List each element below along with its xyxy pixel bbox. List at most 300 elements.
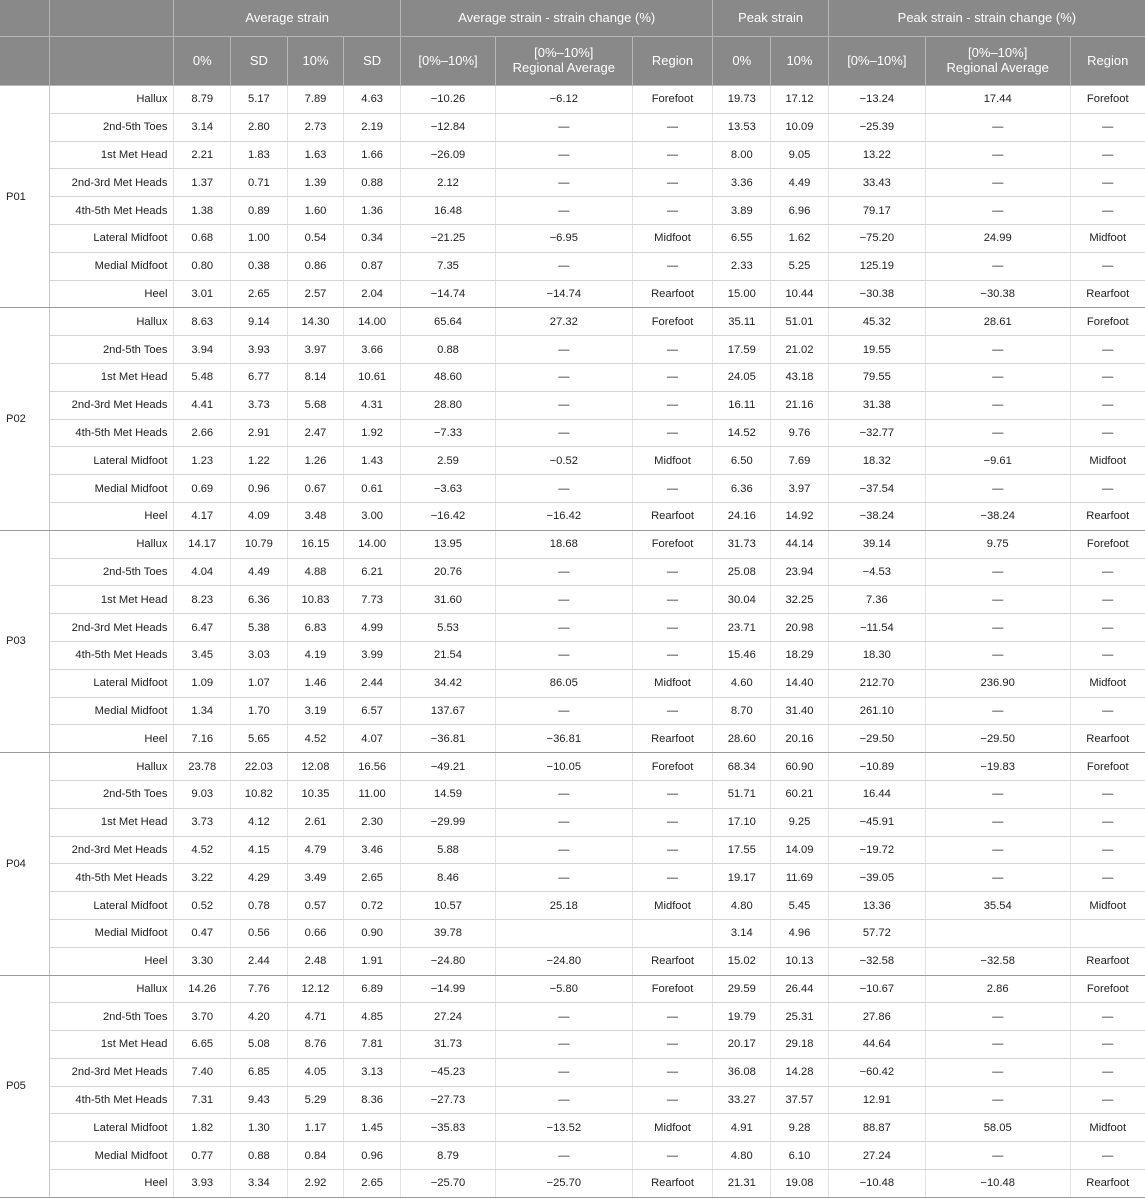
avg-regional-change-cell: — — [496, 614, 633, 642]
avg-10pct-cell: 2.47 — [287, 419, 344, 447]
avg-region-cell: — — [632, 1003, 713, 1031]
peak-change-cell: −60.42 — [828, 1058, 925, 1086]
avg-sd-10pct-cell: 2.30 — [344, 808, 401, 836]
avg-sd-10pct-cell: 10.61 — [344, 363, 401, 391]
foot-location-cell: Medial Midfoot — [50, 475, 174, 503]
avg-change-cell: 31.73 — [400, 1031, 495, 1059]
peak-regional-change-cell: −19.83 — [925, 753, 1070, 781]
avg-10pct-cell: 3.97 — [287, 336, 344, 364]
peak-0pct-cell: 24.05 — [713, 363, 771, 391]
peak-region-cell: — — [1070, 864, 1145, 892]
peak-10pct-cell: 25.31 — [771, 1003, 829, 1031]
avg-region-cell: — — [632, 141, 713, 169]
avg-0pct-cell: 3.73 — [174, 808, 231, 836]
foot-location-cell: Medial Midfoot — [50, 1142, 174, 1170]
avg-sd-10pct-cell: 6.21 — [344, 558, 401, 586]
peak-regional-change-cell: −38.24 — [925, 502, 1070, 530]
avg-10pct-cell: 3.19 — [287, 697, 344, 725]
avg-sd-10pct-cell: 11.00 — [344, 780, 401, 808]
header-avg-0pct: 0% — [174, 37, 231, 86]
peak-10pct-cell: 21.16 — [771, 391, 829, 419]
peak-regional-change-cell: — — [925, 1031, 1070, 1059]
avg-sd-10pct-cell: 16.56 — [344, 753, 401, 781]
avg-sd-0pct-cell: 9.14 — [231, 308, 288, 336]
peak-region-cell: Midfoot — [1070, 1114, 1145, 1142]
avg-regional-change-cell: 18.68 — [496, 530, 633, 558]
avg-0pct-cell: 1.82 — [174, 1114, 231, 1142]
avg-10pct-cell: 1.17 — [287, 1114, 344, 1142]
avg-region-cell: — — [632, 1058, 713, 1086]
avg-0pct-cell: 3.14 — [174, 113, 231, 141]
avg-regional-change-cell: — — [496, 558, 633, 586]
peak-0pct-cell: 28.60 — [713, 725, 771, 753]
peak-region-cell: — — [1070, 808, 1145, 836]
avg-regional-change-cell: — — [496, 1142, 633, 1170]
avg-sd-0pct-cell: 2.44 — [231, 947, 288, 975]
table-row — [0, 475, 1145, 503]
avg-sd-0pct-cell: 1.30 — [231, 1114, 288, 1142]
peak-10pct-cell: 14.40 — [771, 669, 829, 697]
header-blank-participant — [0, 0, 50, 37]
avg-sd-10pct-cell: 1.36 — [344, 197, 401, 225]
peak-change-cell: 88.87 — [828, 1114, 925, 1142]
peak-region-cell: — — [1070, 558, 1145, 586]
avg-change-cell: 31.60 — [400, 586, 495, 614]
avg-change-cell: 65.64 — [400, 308, 495, 336]
avg-0pct-cell: 2.21 — [174, 141, 231, 169]
peak-regional-change-cell: — — [925, 197, 1070, 225]
header-avg-sd-0pct: SD — [231, 37, 288, 86]
avg-0pct-cell: 8.79 — [174, 86, 231, 114]
peak-change-cell: 19.55 — [828, 336, 925, 364]
table-body — [0, 86, 1145, 1198]
avg-change-cell: −3.63 — [400, 475, 495, 503]
peak-10pct-cell: 7.69 — [771, 447, 829, 475]
avg-change-cell: 21.54 — [400, 641, 495, 669]
avg-regional-change-cell: — — [496, 864, 633, 892]
avg-regional-change-cell: — — [496, 391, 633, 419]
avg-0pct-cell: 6.47 — [174, 614, 231, 642]
avg-sd-10pct-cell: 1.43 — [344, 447, 401, 475]
avg-sd-10pct-cell: 2.44 — [344, 669, 401, 697]
avg-0pct-cell: 4.41 — [174, 391, 231, 419]
peak-0pct-cell: 4.91 — [713, 1114, 771, 1142]
table-row — [0, 1170, 1145, 1198]
avg-regional-change-cell: −36.81 — [496, 725, 633, 753]
peak-10pct-cell: 10.09 — [771, 113, 829, 141]
peak-0pct-cell: 15.46 — [713, 641, 771, 669]
avg-0pct-cell: 1.34 — [174, 697, 231, 725]
avg-10pct-cell: 4.79 — [287, 836, 344, 864]
avg-regional-change-cell: 27.32 — [496, 308, 633, 336]
avg-change-cell: 7.35 — [400, 252, 495, 280]
avg-region-cell: — — [632, 169, 713, 197]
avg-sd-0pct-cell: 0.56 — [231, 919, 288, 947]
avg-regional-change-cell: — — [496, 197, 633, 225]
avg-change-cell: −14.74 — [400, 280, 495, 308]
peak-0pct-cell: 6.55 — [713, 224, 771, 252]
peak-region-cell: Forefoot — [1070, 753, 1145, 781]
avg-sd-0pct-cell: 1.70 — [231, 697, 288, 725]
avg-0pct-cell: 3.01 — [174, 280, 231, 308]
avg-sd-10pct-cell: 7.73 — [344, 586, 401, 614]
avg-sd-0pct-cell: 0.38 — [231, 252, 288, 280]
avg-region-cell: Rearfoot — [632, 1170, 713, 1198]
avg-10pct-cell: 1.63 — [287, 141, 344, 169]
header-avg-regional-subtitle: Regional Average — [512, 60, 615, 75]
foot-location-cell: 4th-5th Met Heads — [50, 1086, 174, 1114]
peak-10pct-cell: 20.16 — [771, 725, 829, 753]
avg-sd-0pct-cell: 4.20 — [231, 1003, 288, 1031]
peak-region-cell: — — [1070, 1142, 1145, 1170]
peak-regional-change-cell: 28.61 — [925, 308, 1070, 336]
avg-10pct-cell: 0.54 — [287, 224, 344, 252]
peak-regional-change-cell: — — [925, 475, 1070, 503]
avg-10pct-cell: 7.89 — [287, 86, 344, 114]
foot-location-cell: Heel — [50, 725, 174, 753]
peak-10pct-cell: 60.90 — [771, 753, 829, 781]
peak-change-cell: −11.54 — [828, 614, 925, 642]
peak-regional-change-cell: — — [925, 641, 1070, 669]
peak-0pct-cell: 4.60 — [713, 669, 771, 697]
avg-10pct-cell: 0.86 — [287, 252, 344, 280]
avg-regional-change-cell: — — [496, 1058, 633, 1086]
avg-sd-0pct-cell: 5.17 — [231, 86, 288, 114]
avg-regional-change-cell: −14.74 — [496, 280, 633, 308]
peak-change-cell: −37.54 — [828, 475, 925, 503]
avg-sd-0pct-cell: 4.12 — [231, 808, 288, 836]
avg-0pct-cell: 7.31 — [174, 1086, 231, 1114]
peak-regional-change-cell: — — [925, 141, 1070, 169]
table-row — [0, 892, 1145, 920]
peak-regional-change-cell: — — [925, 808, 1070, 836]
peak-regional-change-cell: — — [925, 113, 1070, 141]
avg-10pct-cell: 8.76 — [287, 1031, 344, 1059]
avg-10pct-cell: 4.52 — [287, 725, 344, 753]
foot-location-cell: Medial Midfoot — [50, 252, 174, 280]
header-avg-change: [0%–10%] — [400, 37, 495, 86]
avg-sd-0pct-cell: 3.93 — [231, 336, 288, 364]
avg-region-cell: — — [632, 836, 713, 864]
avg-0pct-cell: 4.17 — [174, 502, 231, 530]
header-group-average-strain: Average strain — [174, 0, 401, 37]
avg-0pct-cell: 2.66 — [174, 419, 231, 447]
participant-label: P02 — [0, 308, 50, 530]
avg-sd-0pct-cell: 4.15 — [231, 836, 288, 864]
avg-change-cell: 39.78 — [400, 919, 495, 947]
peak-region-cell: — — [1070, 252, 1145, 280]
table-row — [0, 252, 1145, 280]
avg-0pct-cell: 0.47 — [174, 919, 231, 947]
foot-location-cell: Lateral Midfoot — [50, 669, 174, 697]
avg-regional-change-cell: — — [496, 1003, 633, 1031]
avg-sd-10pct-cell: 14.00 — [344, 308, 401, 336]
foot-location-cell: Hallux — [50, 975, 174, 1003]
peak-10pct-cell: 20.98 — [771, 614, 829, 642]
peak-0pct-cell: 19.73 — [713, 86, 771, 114]
avg-10pct-cell: 4.71 — [287, 1003, 344, 1031]
table-row — [0, 308, 1145, 336]
avg-region-cell: Rearfoot — [632, 280, 713, 308]
foot-location-cell: 2nd-3rd Met Heads — [50, 614, 174, 642]
peak-10pct-cell: 10.13 — [771, 947, 829, 975]
avg-sd-0pct-cell: 6.36 — [231, 586, 288, 614]
peak-regional-change-cell: −32.58 — [925, 947, 1070, 975]
peak-regional-change-cell: −10.48 — [925, 1170, 1070, 1198]
avg-sd-0pct-cell: 4.49 — [231, 558, 288, 586]
avg-change-cell: 0.88 — [400, 336, 495, 364]
avg-change-cell: −10.26 — [400, 86, 495, 114]
avg-change-cell: −36.81 — [400, 725, 495, 753]
participant-label: P05 — [0, 975, 50, 1197]
avg-0pct-cell: 14.17 — [174, 530, 231, 558]
avg-change-cell: −16.42 — [400, 502, 495, 530]
table-row — [0, 141, 1145, 169]
table-row — [0, 169, 1145, 197]
avg-region-cell: — — [632, 336, 713, 364]
foot-location-cell: 4th-5th Met Heads — [50, 641, 174, 669]
table-row — [0, 86, 1145, 114]
avg-region-cell: — — [632, 1142, 713, 1170]
table-row — [0, 1031, 1145, 1059]
avg-regional-change-cell: −0.52 — [496, 447, 633, 475]
foot-location-cell: Heel — [50, 280, 174, 308]
avg-regional-change-cell: 25.18 — [496, 892, 633, 920]
avg-sd-0pct-cell: 7.76 — [231, 975, 288, 1003]
peak-10pct-cell: 9.05 — [771, 141, 829, 169]
avg-sd-10pct-cell: 3.46 — [344, 836, 401, 864]
avg-10pct-cell: 3.49 — [287, 864, 344, 892]
avg-sd-10pct-cell: 0.88 — [344, 169, 401, 197]
table-row — [0, 1003, 1145, 1031]
foot-location-cell: 2nd-5th Toes — [50, 1003, 174, 1031]
avg-change-cell: −12.84 — [400, 113, 495, 141]
peak-change-cell: 18.30 — [828, 641, 925, 669]
avg-sd-10pct-cell: 0.96 — [344, 1142, 401, 1170]
avg-sd-10pct-cell: 14.00 — [344, 530, 401, 558]
avg-change-cell: 16.48 — [400, 197, 495, 225]
avg-regional-change-cell: — — [496, 1031, 633, 1059]
peak-10pct-cell: 44.14 — [771, 530, 829, 558]
peak-10pct-cell: 9.76 — [771, 419, 829, 447]
avg-region-cell: — — [632, 1031, 713, 1059]
avg-10pct-cell: 4.88 — [287, 558, 344, 586]
peak-0pct-cell: 33.27 — [713, 1086, 771, 1114]
table-row — [0, 1114, 1145, 1142]
foot-location-cell: Hallux — [50, 308, 174, 336]
avg-10pct-cell: 5.29 — [287, 1086, 344, 1114]
peak-0pct-cell: 4.80 — [713, 1142, 771, 1170]
foot-location-cell: Lateral Midfoot — [50, 1114, 174, 1142]
avg-10pct-cell: 1.26 — [287, 447, 344, 475]
avg-0pct-cell: 5.48 — [174, 363, 231, 391]
avg-change-cell: 10.57 — [400, 892, 495, 920]
header-group-peak-strain: Peak strain — [713, 0, 828, 37]
peak-region-cell — [1070, 919, 1145, 947]
table-row — [0, 947, 1145, 975]
avg-0pct-cell: 1.38 — [174, 197, 231, 225]
participant-label: P03 — [0, 530, 50, 752]
avg-0pct-cell: 8.63 — [174, 308, 231, 336]
peak-regional-change-cell: 17.44 — [925, 86, 1070, 114]
header-peak-regional-range: [0%–10%] — [968, 45, 1028, 61]
peak-regional-change-cell: — — [925, 252, 1070, 280]
avg-region-cell: Midfoot — [632, 669, 713, 697]
avg-0pct-cell: 23.78 — [174, 753, 231, 781]
peak-0pct-cell: 24.16 — [713, 502, 771, 530]
foot-location-cell: 1st Met Head — [50, 141, 174, 169]
peak-10pct-cell: 4.49 — [771, 169, 829, 197]
header-group-average-strain-change: Average strain - strain change (%) — [400, 0, 713, 37]
foot-location-cell: Hallux — [50, 753, 174, 781]
peak-regional-change-cell: — — [925, 363, 1070, 391]
peak-region-cell: — — [1070, 141, 1145, 169]
avg-0pct-cell: 0.77 — [174, 1142, 231, 1170]
avg-0pct-cell: 1.09 — [174, 669, 231, 697]
peak-regional-change-cell: — — [925, 697, 1070, 725]
peak-0pct-cell: 21.31 — [713, 1170, 771, 1198]
avg-10pct-cell: 0.57 — [287, 892, 344, 920]
table-row — [0, 641, 1145, 669]
avg-change-cell: 8.79 — [400, 1142, 495, 1170]
peak-0pct-cell: 13.53 — [713, 113, 771, 141]
avg-sd-10pct-cell: 3.66 — [344, 336, 401, 364]
peak-0pct-cell: 31.73 — [713, 530, 771, 558]
peak-0pct-cell: 3.36 — [713, 169, 771, 197]
peak-regional-change-cell: — — [925, 864, 1070, 892]
avg-change-cell: −25.70 — [400, 1170, 495, 1198]
header-blank-participant-sub — [0, 37, 50, 86]
peak-regional-change-cell: −30.38 — [925, 280, 1070, 308]
avg-regional-change-cell: — — [496, 780, 633, 808]
avg-sd-10pct-cell: 8.36 — [344, 1086, 401, 1114]
peak-0pct-cell: 19.79 — [713, 1003, 771, 1031]
peak-region-cell: Forefoot — [1070, 86, 1145, 114]
peak-change-cell: −29.50 — [828, 725, 925, 753]
peak-0pct-cell: 17.59 — [713, 336, 771, 364]
table-row — [0, 391, 1145, 419]
avg-sd-10pct-cell: 6.89 — [344, 975, 401, 1003]
avg-sd-10pct-cell: 4.99 — [344, 614, 401, 642]
peak-0pct-cell: 3.89 — [713, 197, 771, 225]
avg-regional-change-cell: −16.42 — [496, 502, 633, 530]
avg-change-cell: 34.42 — [400, 669, 495, 697]
avg-10pct-cell: 10.35 — [287, 780, 344, 808]
peak-regional-change-cell: 24.99 — [925, 224, 1070, 252]
peak-0pct-cell: 23.71 — [713, 614, 771, 642]
header-peak-region: Region — [1070, 37, 1145, 86]
peak-10pct-cell: 32.25 — [771, 586, 829, 614]
peak-region-cell: — — [1070, 614, 1145, 642]
peak-change-cell: 79.55 — [828, 363, 925, 391]
avg-region-cell: Midfoot — [632, 1114, 713, 1142]
peak-10pct-cell: 10.44 — [771, 280, 829, 308]
peak-region-cell: — — [1070, 697, 1145, 725]
peak-10pct-cell: 6.96 — [771, 197, 829, 225]
avg-sd-0pct-cell: 3.73 — [231, 391, 288, 419]
avg-change-cell: −45.23 — [400, 1058, 495, 1086]
avg-region-cell: Midfoot — [632, 892, 713, 920]
avg-change-cell: 28.80 — [400, 391, 495, 419]
peak-region-cell: Midfoot — [1070, 669, 1145, 697]
peak-10pct-cell: 3.97 — [771, 475, 829, 503]
peak-change-cell: 261.10 — [828, 697, 925, 725]
avg-regional-change-cell: −13.52 — [496, 1114, 633, 1142]
foot-location-cell: 2nd-5th Toes — [50, 558, 174, 586]
avg-region-cell: — — [632, 697, 713, 725]
avg-sd-0pct-cell: 10.79 — [231, 530, 288, 558]
peak-regional-change-cell: 9.75 — [925, 530, 1070, 558]
header-avg-10pct: 10% — [287, 37, 344, 86]
avg-region-cell: — — [632, 558, 713, 586]
peak-region-cell: — — [1070, 169, 1145, 197]
avg-sd-10pct-cell: 0.87 — [344, 252, 401, 280]
table-row — [0, 1142, 1145, 1170]
peak-10pct-cell: 4.96 — [771, 919, 829, 947]
avg-change-cell: −27.73 — [400, 1086, 495, 1114]
peak-region-cell: — — [1070, 1031, 1145, 1059]
avg-10pct-cell: 0.66 — [287, 919, 344, 947]
peak-region-cell: — — [1070, 586, 1145, 614]
avg-change-cell: 2.12 — [400, 169, 495, 197]
peak-10pct-cell: 23.94 — [771, 558, 829, 586]
peak-0pct-cell: 6.50 — [713, 447, 771, 475]
peak-10pct-cell: 60.21 — [771, 780, 829, 808]
avg-sd-0pct-cell: 3.34 — [231, 1170, 288, 1198]
foot-location-cell: 1st Met Head — [50, 808, 174, 836]
peak-region-cell: Forefoot — [1070, 308, 1145, 336]
table-row — [0, 363, 1145, 391]
avg-10pct-cell: 2.92 — [287, 1170, 344, 1198]
avg-region-cell: Midfoot — [632, 224, 713, 252]
avg-regional-change-cell: −5.80 — [496, 975, 633, 1003]
foot-location-cell: 2nd-3rd Met Heads — [50, 169, 174, 197]
foot-location-cell: 2nd-5th Toes — [50, 780, 174, 808]
peak-change-cell: 27.86 — [828, 1003, 925, 1031]
avg-regional-change-cell: — — [496, 141, 633, 169]
avg-10pct-cell: 2.48 — [287, 947, 344, 975]
avg-sd-0pct-cell: 5.08 — [231, 1031, 288, 1059]
avg-region-cell: — — [632, 780, 713, 808]
peak-change-cell: 125.19 — [828, 252, 925, 280]
avg-region-cell: — — [632, 419, 713, 447]
table-row — [0, 1086, 1145, 1114]
foot-location-cell: 1st Met Head — [50, 1031, 174, 1059]
avg-0pct-cell: 3.30 — [174, 947, 231, 975]
avg-0pct-cell: 7.40 — [174, 1058, 231, 1086]
table-row — [0, 447, 1145, 475]
table-row — [0, 530, 1145, 558]
peak-region-cell: Rearfoot — [1070, 947, 1145, 975]
peak-0pct-cell: 16.11 — [713, 391, 771, 419]
peak-regional-change-cell: 35.54 — [925, 892, 1070, 920]
foot-location-cell: 4th-5th Met Heads — [50, 197, 174, 225]
peak-0pct-cell: 19.17 — [713, 864, 771, 892]
avg-sd-10pct-cell: 1.45 — [344, 1114, 401, 1142]
avg-change-cell: 27.24 — [400, 1003, 495, 1031]
avg-10pct-cell: 2.73 — [287, 113, 344, 141]
peak-region-cell: Rearfoot — [1070, 1170, 1145, 1198]
avg-10pct-cell: 0.84 — [287, 1142, 344, 1170]
table-row — [0, 1058, 1145, 1086]
header-avg-regional-change — [496, 37, 633, 86]
avg-change-cell: −26.09 — [400, 141, 495, 169]
avg-sd-0pct-cell: 6.77 — [231, 363, 288, 391]
avg-sd-0pct-cell: 5.65 — [231, 725, 288, 753]
peak-regional-change-cell: — — [925, 614, 1070, 642]
table-row — [0, 586, 1145, 614]
avg-10pct-cell: 8.14 — [287, 363, 344, 391]
